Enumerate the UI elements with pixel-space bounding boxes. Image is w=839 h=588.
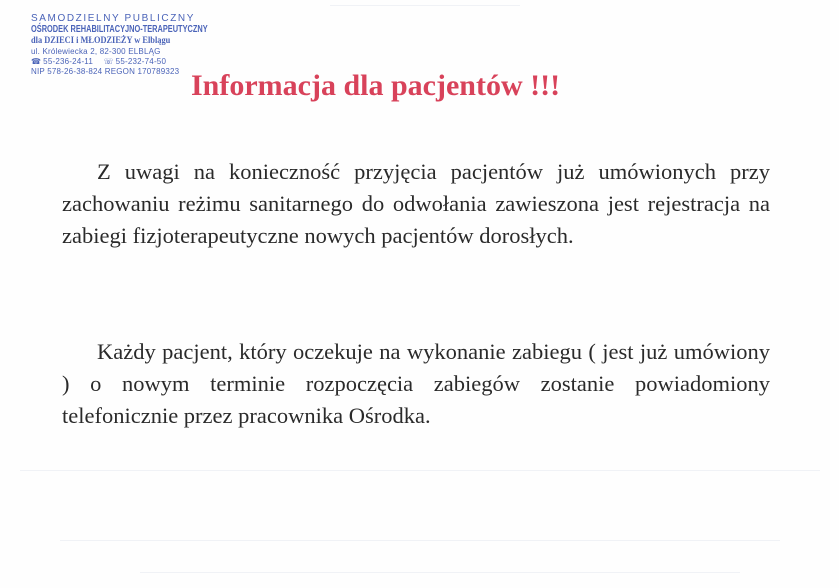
institution-stamp	[31, 13, 208, 78]
paragraph-text: Każdy pacjent, który oczekuje na wykonanie zabiegu ( jest już umówiony ) o nowym terminie rozpoczęcia zabiegów zostanie powiadomiony telefonicznie przez pracownika Ośrodka.	[62, 339, 770, 428]
scan-artifact	[20, 470, 820, 471]
stamp-line-2: OŚRODEK REHABILITACYJNO-TERAPEUTYCZNY	[31, 24, 208, 35]
scan-artifact	[60, 540, 780, 541]
phone-icon: ☎	[31, 57, 42, 66]
stamp-address: ul. Królewiecka 2, 82-300 ELBLĄG	[31, 47, 161, 56]
stamp-phone: 55-236-24-11	[43, 57, 94, 66]
paragraph-text: Z uwagi na konieczność przyjęcia pacjentów już umówionych przy zachowaniu reżimu sanitarnego do odwołania zawieszona jest rejestracja na zabiegi fizjoterapeutyczne nowych pacjentów dorosłych.	[62, 159, 770, 248]
stamp-line-1: SAMODZIELNY PUBLICZNY	[31, 13, 196, 24]
fax-icon: ☏	[103, 57, 114, 66]
stamp-tax-ids: NIP 578-26-38-824 REGON 170789323	[31, 67, 180, 76]
scan-artifact	[330, 5, 520, 6]
page-title: Informacja dla pacjentów !!!	[191, 69, 561, 102]
scan-artifact	[140, 572, 740, 573]
notice-paragraph	[62, 336, 770, 432]
stamp-fax: 55-232-74-50	[115, 57, 167, 66]
notice-paragraph	[62, 156, 770, 252]
stamp-line-3: dla DZIECI i MŁODZIEŻY w Elblągu	[31, 36, 171, 46]
